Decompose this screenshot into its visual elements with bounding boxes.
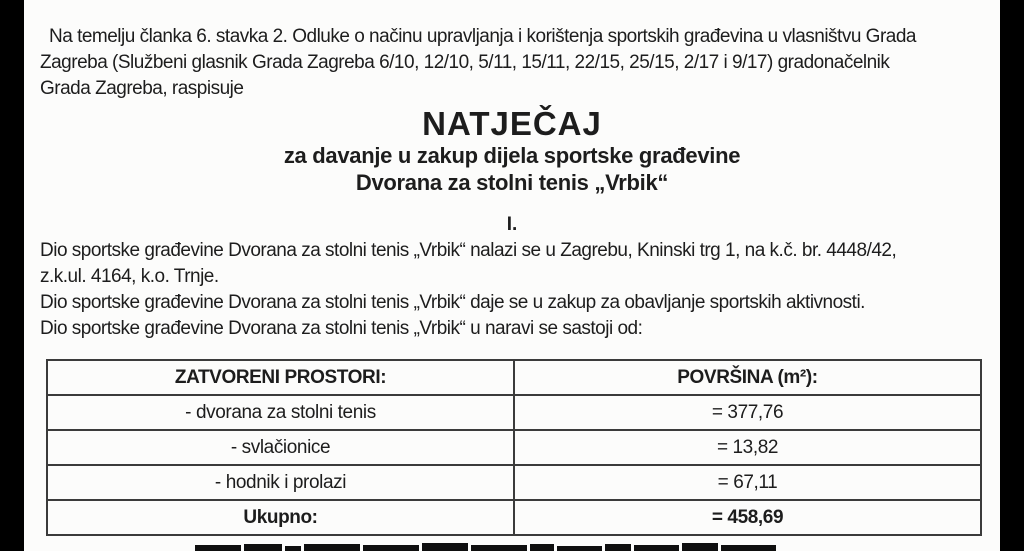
table-row — [47, 465, 981, 500]
letterbox-left — [0, 0, 24, 551]
table-row — [47, 395, 981, 430]
row-label: - hodnik i prolazi — [47, 465, 514, 500]
table-total-row — [47, 500, 981, 535]
row-value: = 13,82 — [514, 430, 981, 465]
intro-line-3: Grada Zagreba, raspisuje — [40, 78, 244, 99]
header-cell-area: POVRŠINA (m²): — [514, 360, 981, 395]
intro-paragraph — [40, 24, 988, 102]
row-label: - dvorana za stolni tenis — [47, 395, 514, 430]
total-value: = 458,69 — [514, 500, 981, 535]
section-heading: I. — [506, 214, 518, 235]
row-value: = 377,76 — [514, 395, 981, 430]
body-line-1: Dio sportske građevine Dvorana za stolni tenis „Vrbik“ nalazi se u Zagrebu, Kninski trg 1, na k.č. br. 4448/42, — [40, 240, 897, 261]
body-line-2: z.k.ul. 4164, k.o. Trnje. — [40, 266, 219, 287]
body-line-3: Dio sportske građevine Dvorana za stolni tenis „Vrbik“ daje se u zakup za obavljanje sportskih aktivnosti. — [40, 292, 865, 313]
body-line-4: Dio sportske građevine Dvorana za stolni tenis „Vrbik“ u naravi se sastoji od: — [40, 318, 643, 339]
table-header-row — [47, 360, 981, 395]
total-label: Ukupno: — [47, 500, 514, 535]
document-subtitle-1: za davanje u zakup dijela sportske građevine — [283, 143, 741, 168]
row-value: = 67,11 — [514, 465, 981, 500]
areas-table — [46, 359, 982, 536]
header-cell-spaces: ZATVORENI PROSTORI: — [47, 360, 514, 395]
body-paragraph — [40, 238, 988, 342]
document-subtitle-2: Dvorana za stolni tenis „Vrbik“ — [355, 170, 669, 195]
document-page — [24, 0, 1000, 551]
cutoff-row-fragment — [195, 543, 790, 551]
letterbox-right — [1000, 0, 1024, 551]
intro-line-2: Zagreba (Službeni glasnik Grada Zagreba 6/10, 12/10, 5/11, 15/11, 22/15, 25/15, 2/17 i 9/17) gradonačelnik — [40, 52, 890, 73]
document-title: NATJEČAJ — [422, 105, 602, 142]
intro-line-1: Na temelju članka 6. stavka 2. Odluke o načinu upravljanja i korištenja sportskih građevina u vlasništvu Grada — [49, 26, 916, 47]
row-label: - svlačionice — [47, 430, 514, 465]
table-row — [47, 430, 981, 465]
